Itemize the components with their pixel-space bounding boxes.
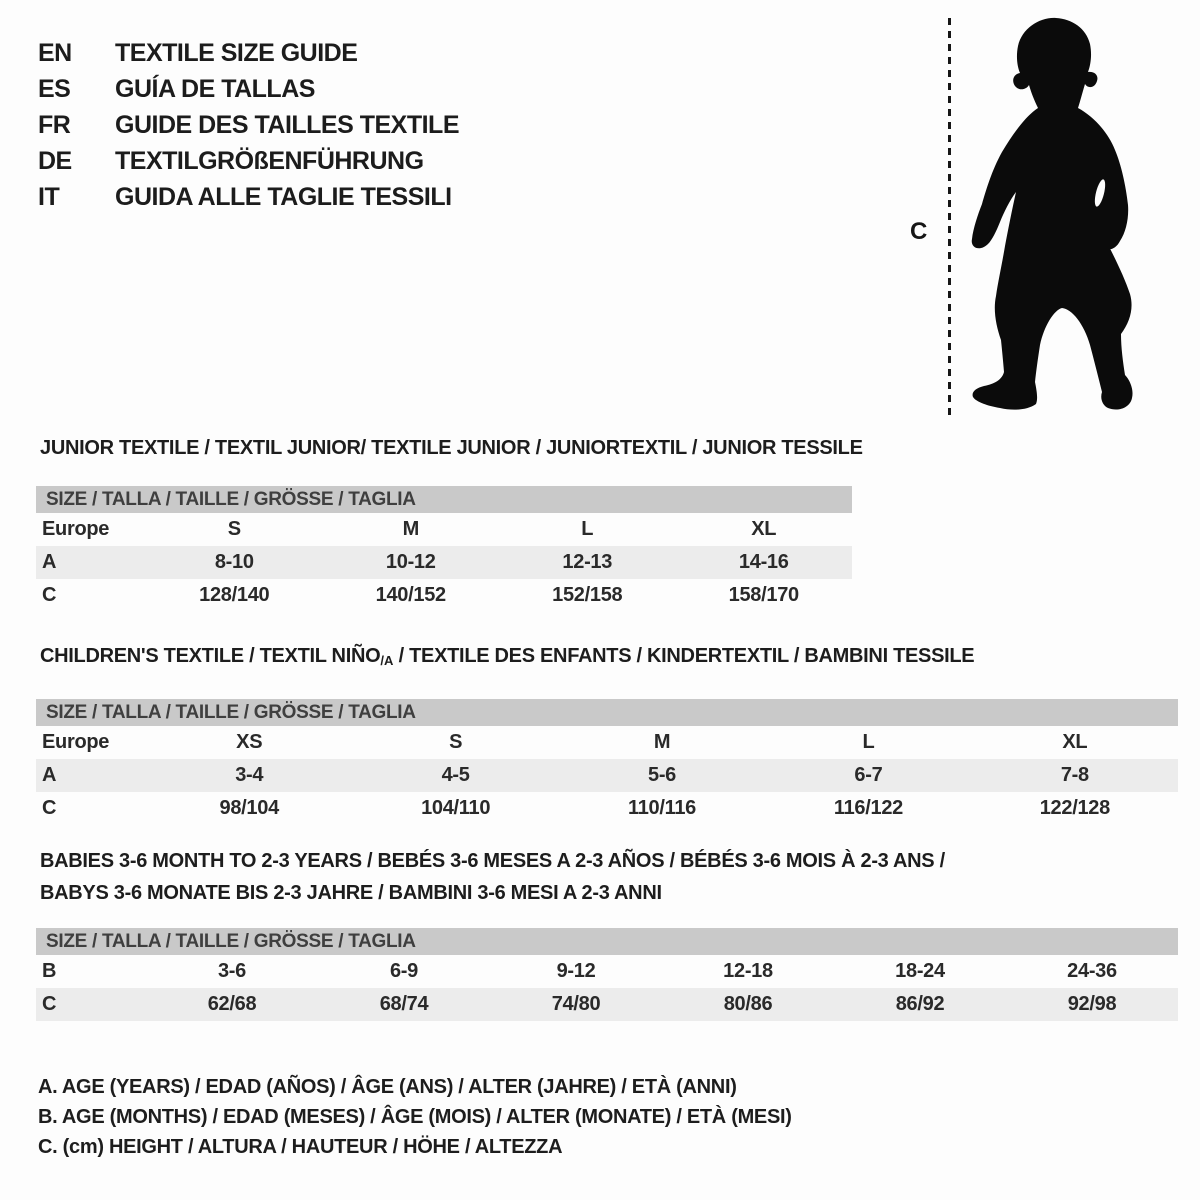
language-code: FR bbox=[38, 111, 71, 139]
row-label: A bbox=[42, 764, 57, 786]
table-row bbox=[36, 546, 852, 579]
language-row bbox=[38, 143, 459, 179]
language-code: DE bbox=[38, 147, 72, 175]
cell: 3-4 bbox=[235, 764, 264, 786]
size-header-bar: SIZE / TALLA / TAILLE / GRÖSSE / TAGLIA bbox=[36, 928, 1178, 955]
cell: 152/158 bbox=[552, 584, 623, 606]
size-table-children bbox=[36, 726, 1178, 825]
cell: 158/170 bbox=[728, 584, 799, 606]
cell: 6-7 bbox=[854, 764, 883, 786]
cell: 98/104 bbox=[219, 797, 279, 819]
cell: L bbox=[581, 518, 594, 540]
language-title: GUIDE DES TAILLES TEXTILE bbox=[115, 111, 460, 139]
language-title: TEXTILE SIZE GUIDE bbox=[115, 39, 358, 67]
language-title: GUÍA DE TALLAS bbox=[115, 75, 315, 103]
heading-text: CHILDREN'S TEXTILE / TEXTIL NIÑO bbox=[40, 645, 381, 667]
cell: M bbox=[402, 518, 419, 540]
cell: 128/140 bbox=[199, 584, 270, 606]
row-label: A bbox=[42, 551, 57, 573]
section-heading: JUNIOR TEXTILE / TEXTIL JUNIOR/ TEXTILE JUNIOR / JUNIORTEXTIL / JUNIOR TESSILE bbox=[40, 437, 863, 459]
cell: 8-10 bbox=[214, 551, 254, 573]
legend-line-b: B. AGE (MONTHS) / EDAD (MESES) / ÂGE (MOIS) / ALTER (MONATE) / ETÀ (MESI) bbox=[38, 1106, 792, 1128]
table-row bbox=[36, 792, 1178, 825]
language-code: IT bbox=[38, 183, 60, 211]
cell: 116/122 bbox=[833, 797, 903, 819]
section-heading bbox=[40, 645, 1178, 672]
cell: 12-13 bbox=[562, 551, 613, 573]
cell: 7-8 bbox=[1060, 764, 1089, 786]
language-row bbox=[38, 35, 459, 71]
row-label: Europe bbox=[42, 731, 110, 753]
cell: 92/98 bbox=[1067, 993, 1117, 1015]
section-junior-textile bbox=[36, 437, 863, 612]
height-measure-label: C bbox=[910, 218, 928, 245]
legend-line-a: A. AGE (YEARS) / EDAD (AÑOS) / ÂGE (ANS) / ALTER (JAHRE) / ETÀ (ANNI) bbox=[38, 1076, 737, 1098]
size-table-junior bbox=[36, 513, 852, 612]
language-row bbox=[38, 107, 459, 143]
toddler-silhouette-icon bbox=[958, 14, 1144, 416]
cell: L bbox=[862, 731, 875, 753]
height-measure-dashed-line bbox=[948, 18, 951, 416]
cell: 86/92 bbox=[895, 993, 945, 1015]
heading-line: BABIES 3-6 MONTH TO 2-3 YEARS / BEBÉS 3-6 MESES A 2-3 AÑOS / BÉBÉS 3-6 MOIS À 2-3 ANS / bbox=[40, 850, 945, 872]
language-code: EN bbox=[38, 39, 72, 67]
size-header-bar: SIZE / TALLA / TAILLE / GRÖSSE / TAGLIA bbox=[36, 486, 852, 513]
table-row bbox=[36, 579, 852, 612]
cell: 6-9 bbox=[389, 960, 418, 982]
section-childrens-textile bbox=[36, 645, 1178, 825]
language-title: TEXTILGRÖßENFÜHRUNG bbox=[115, 147, 424, 175]
cell: XS bbox=[236, 731, 263, 753]
row-label: C bbox=[42, 993, 57, 1015]
cell: 62/68 bbox=[207, 993, 257, 1015]
cell: 74/80 bbox=[551, 993, 601, 1015]
size-table-babies bbox=[36, 955, 1178, 1021]
language-title: GUIDA ALLE TAGLIE TESSILI bbox=[115, 183, 452, 211]
section-heading bbox=[40, 845, 1178, 909]
cell: 9-12 bbox=[556, 960, 596, 982]
height-measure-figure bbox=[900, 0, 1200, 430]
legend-line-c: C. (cm) HEIGHT / ALTURA / HAUTEUR / HÖHE / ALTEZZA bbox=[38, 1136, 563, 1158]
cell: 10-12 bbox=[385, 551, 436, 573]
language-code: ES bbox=[38, 75, 71, 103]
cell: 14-16 bbox=[738, 551, 789, 573]
row-label: Europe bbox=[42, 518, 110, 540]
cell: 5-6 bbox=[648, 764, 677, 786]
table-row bbox=[36, 513, 852, 546]
row-label: C bbox=[42, 584, 57, 606]
cell: 4-5 bbox=[441, 764, 470, 786]
heading-line: BABYS 3-6 MONATE BIS 2-3 JAHRE / BAMBINI 3-6 MESI A 2-3 ANNI bbox=[40, 882, 662, 904]
cell: 80/86 bbox=[723, 993, 773, 1015]
cell: M bbox=[653, 731, 671, 753]
cell: 12-18 bbox=[723, 960, 773, 982]
table-row bbox=[36, 955, 1178, 988]
table-row bbox=[36, 988, 1178, 1021]
cell: 24-36 bbox=[1067, 960, 1117, 982]
table-row bbox=[36, 759, 1178, 792]
cell: 110/116 bbox=[628, 797, 697, 819]
cell: 140/152 bbox=[375, 584, 446, 606]
measurement-legend bbox=[38, 1072, 792, 1162]
cell: S bbox=[227, 518, 241, 540]
section-babies-textile bbox=[36, 845, 1178, 1021]
row-label: B bbox=[42, 960, 57, 982]
cell: 68/74 bbox=[379, 993, 429, 1015]
cell: XL bbox=[1062, 731, 1088, 753]
cell: XL bbox=[751, 518, 777, 540]
language-row bbox=[38, 179, 459, 215]
size-header-bar: SIZE / TALLA / TAILLE / GRÖSSE / TAGLIA bbox=[36, 699, 1178, 726]
cell: 104/110 bbox=[421, 797, 491, 819]
cell: 3-6 bbox=[217, 960, 246, 982]
cell: 122/128 bbox=[1039, 797, 1110, 819]
cell: 18-24 bbox=[895, 960, 945, 982]
heading-subscript: /A bbox=[380, 653, 394, 668]
table-row bbox=[36, 726, 1178, 759]
language-row bbox=[38, 71, 459, 107]
cell: S bbox=[449, 731, 463, 753]
language-header bbox=[38, 35, 459, 215]
row-label: C bbox=[42, 797, 57, 819]
heading-text: / TEXTILE DES ENFANTS / KINDERTEXTIL / BAMBINI TESSILE bbox=[393, 645, 975, 667]
